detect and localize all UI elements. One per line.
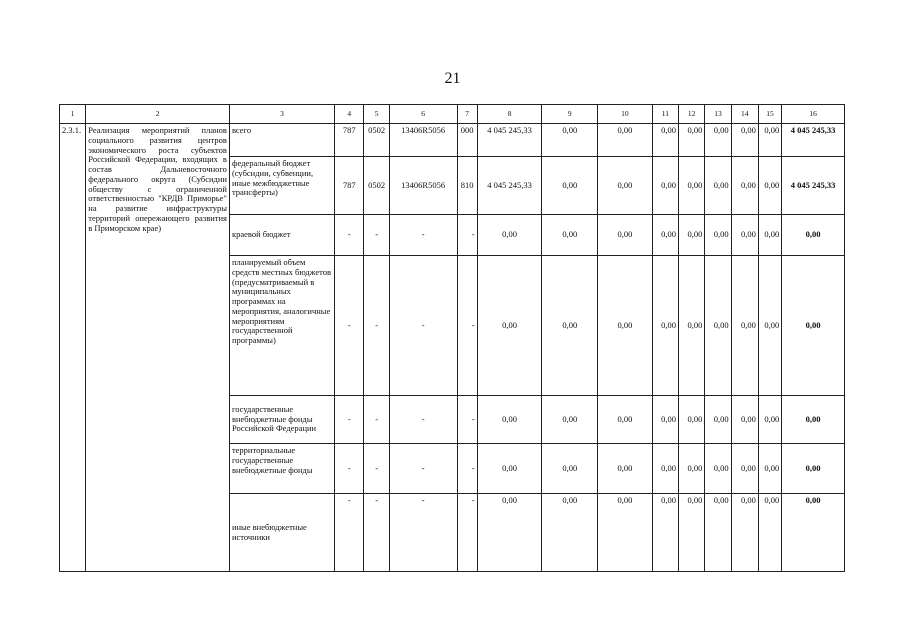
cell-c4: - xyxy=(335,396,364,444)
cell-c9: 0,00 xyxy=(542,444,598,494)
cell-c12: 0,00 xyxy=(679,256,705,396)
cell-c8: 4 045 245,33 xyxy=(477,157,542,215)
cell-c9: 0,00 xyxy=(542,396,598,444)
cell-c6: - xyxy=(389,215,457,256)
header-cell: 14 xyxy=(731,105,758,124)
cell-c14: 0,00 xyxy=(731,494,758,572)
cell-c5: 0502 xyxy=(364,124,389,157)
cell-c4: - xyxy=(335,215,364,256)
cell-c8: 0,00 xyxy=(477,494,542,572)
cell-c11: 0,00 xyxy=(652,494,678,572)
cell-c9: 0,00 xyxy=(542,215,598,256)
cell-c5: - xyxy=(364,444,389,494)
table-row xyxy=(60,124,845,157)
header-cell: 10 xyxy=(598,105,653,124)
cell-c4: - xyxy=(335,494,364,572)
cell-c10: 0,00 xyxy=(598,256,653,396)
cell-c5: 0502 xyxy=(364,157,389,215)
cell-c4: 787 xyxy=(335,124,364,157)
cell-c15: 0,00 xyxy=(758,124,781,157)
header-cell: 2 xyxy=(86,105,230,124)
cell-c7: 000 xyxy=(457,124,477,157)
cell-c10: 0,00 xyxy=(598,157,653,215)
header-cell: 6 xyxy=(389,105,457,124)
header-cell: 5 xyxy=(364,105,389,124)
cell-c11: 0,00 xyxy=(652,157,678,215)
cell-c5: - xyxy=(364,396,389,444)
cell-c4: - xyxy=(335,444,364,494)
budget-table xyxy=(59,104,845,572)
cell-c11: 0,00 xyxy=(652,124,678,157)
cell-c13: 0,00 xyxy=(705,494,731,572)
cell-c6: - xyxy=(389,494,457,572)
cell-c16: 4 045 245,33 xyxy=(782,157,845,215)
cell-c14: 0,00 xyxy=(731,157,758,215)
cell-c11: 0,00 xyxy=(652,444,678,494)
cell-c15: 0,00 xyxy=(758,215,781,256)
cell-c14: 0,00 xyxy=(731,256,758,396)
item-number: 2.3.1. xyxy=(60,124,86,572)
header-cell: 9 xyxy=(542,105,598,124)
header-cell: 16 xyxy=(782,105,845,124)
cell-c13: 0,00 xyxy=(705,124,731,157)
cell-c14: 0,00 xyxy=(731,124,758,157)
cell-c16: 0,00 xyxy=(782,494,845,572)
header-cell: 1 xyxy=(60,105,86,124)
header-cell: 8 xyxy=(477,105,542,124)
cell-c12: 0,00 xyxy=(679,124,705,157)
cell-c12: 0,00 xyxy=(679,494,705,572)
cell-c7: - xyxy=(457,444,477,494)
cell-c14: 0,00 xyxy=(731,444,758,494)
cell-c13: 0,00 xyxy=(705,256,731,396)
funding-source: краевой бюджет xyxy=(229,215,334,256)
cell-c14: 0,00 xyxy=(731,215,758,256)
cell-c12: 0,00 xyxy=(679,215,705,256)
cell-c14: 0,00 xyxy=(731,396,758,444)
cell-c8: 0,00 xyxy=(477,256,542,396)
cell-c5: - xyxy=(364,215,389,256)
cell-c15: 0,00 xyxy=(758,157,781,215)
cell-c15: 0,00 xyxy=(758,256,781,396)
cell-c7: - xyxy=(457,215,477,256)
cell-c10: 0,00 xyxy=(598,396,653,444)
funding-source: иные внебюджетные источники xyxy=(229,494,334,572)
cell-c6: - xyxy=(389,256,457,396)
cell-c7: - xyxy=(457,494,477,572)
cell-c8: 0,00 xyxy=(477,396,542,444)
cell-c7: - xyxy=(457,396,477,444)
cell-c9: 0,00 xyxy=(542,124,598,157)
header-row xyxy=(60,105,845,124)
cell-c12: 0,00 xyxy=(679,444,705,494)
cell-c13: 0,00 xyxy=(705,157,731,215)
cell-c6: - xyxy=(389,396,457,444)
cell-c16: 0,00 xyxy=(782,215,845,256)
cell-c12: 0,00 xyxy=(679,157,705,215)
cell-c11: 0,00 xyxy=(652,215,678,256)
cell-c10: 0,00 xyxy=(598,124,653,157)
cell-c6: - xyxy=(389,444,457,494)
cell-c4: - xyxy=(335,256,364,396)
header-cell: 15 xyxy=(758,105,781,124)
funding-source: государственные внебюджетные фонды Российской Федерации xyxy=(229,396,334,444)
cell-c8: 0,00 xyxy=(477,444,542,494)
cell-c16: 0,00 xyxy=(782,444,845,494)
page-number: 21 xyxy=(444,70,461,87)
cell-c11: 0,00 xyxy=(652,396,678,444)
cell-c16: 4 045 245,33 xyxy=(782,124,845,157)
cell-c8: 0,00 xyxy=(477,215,542,256)
cell-c4: 787 xyxy=(335,157,364,215)
cell-c16: 0,00 xyxy=(782,396,845,444)
cell-c15: 0,00 xyxy=(758,444,781,494)
cell-c5: - xyxy=(364,256,389,396)
cell-c9: 0,00 xyxy=(542,256,598,396)
cell-c15: 0,00 xyxy=(758,396,781,444)
cell-c11: 0,00 xyxy=(652,256,678,396)
cell-c7: 810 xyxy=(457,157,477,215)
header-cell: 7 xyxy=(457,105,477,124)
header-cell: 12 xyxy=(679,105,705,124)
cell-c13: 0,00 xyxy=(705,444,731,494)
cell-c6: 13406R5056 xyxy=(389,124,457,157)
item-description: Реализация мероприятий планов социального развития центров экономического роста субъектов Российской Федерации, входящих в состав Дальневосточного федерального округа (Субсидии обществу с ограниченной ответственностью "КРДВ Приморье" на развитие инфраструктуры территорий опережающего развития в Приморском крае) xyxy=(86,124,230,572)
header-cell: 11 xyxy=(652,105,678,124)
cell-c13: 0,00 xyxy=(705,215,731,256)
cell-c6: 13406R5056 xyxy=(389,157,457,215)
cell-c13: 0,00 xyxy=(705,396,731,444)
cell-c12: 0,00 xyxy=(679,396,705,444)
header-cell: 4 xyxy=(335,105,364,124)
cell-c9: 0,00 xyxy=(542,157,598,215)
header-cell: 13 xyxy=(705,105,731,124)
funding-source: планируемый объем средств местных бюджетов (предусматриваемый в муниципальных программах на мероприятия, аналогичные мероприятиям государственной программы) xyxy=(229,256,334,396)
cell-c10: 0,00 xyxy=(598,494,653,572)
funding-source: территориальные государственные внебюджетные фонды xyxy=(229,444,334,494)
funding-source: федеральный бюджет (субсидии, субвенции, иные межбюджетные трансферты) xyxy=(229,157,334,215)
cell-c7: - xyxy=(457,256,477,396)
header-cell: 3 xyxy=(229,105,334,124)
cell-c15: 0,00 xyxy=(758,494,781,572)
cell-c10: 0,00 xyxy=(598,215,653,256)
cell-c5: - xyxy=(364,494,389,572)
cell-c8: 4 045 245,33 xyxy=(477,124,542,157)
cell-c16: 0,00 xyxy=(782,256,845,396)
funding-source: всего xyxy=(229,124,334,157)
cell-c10: 0,00 xyxy=(598,444,653,494)
cell-c9: 0,00 xyxy=(542,494,598,572)
